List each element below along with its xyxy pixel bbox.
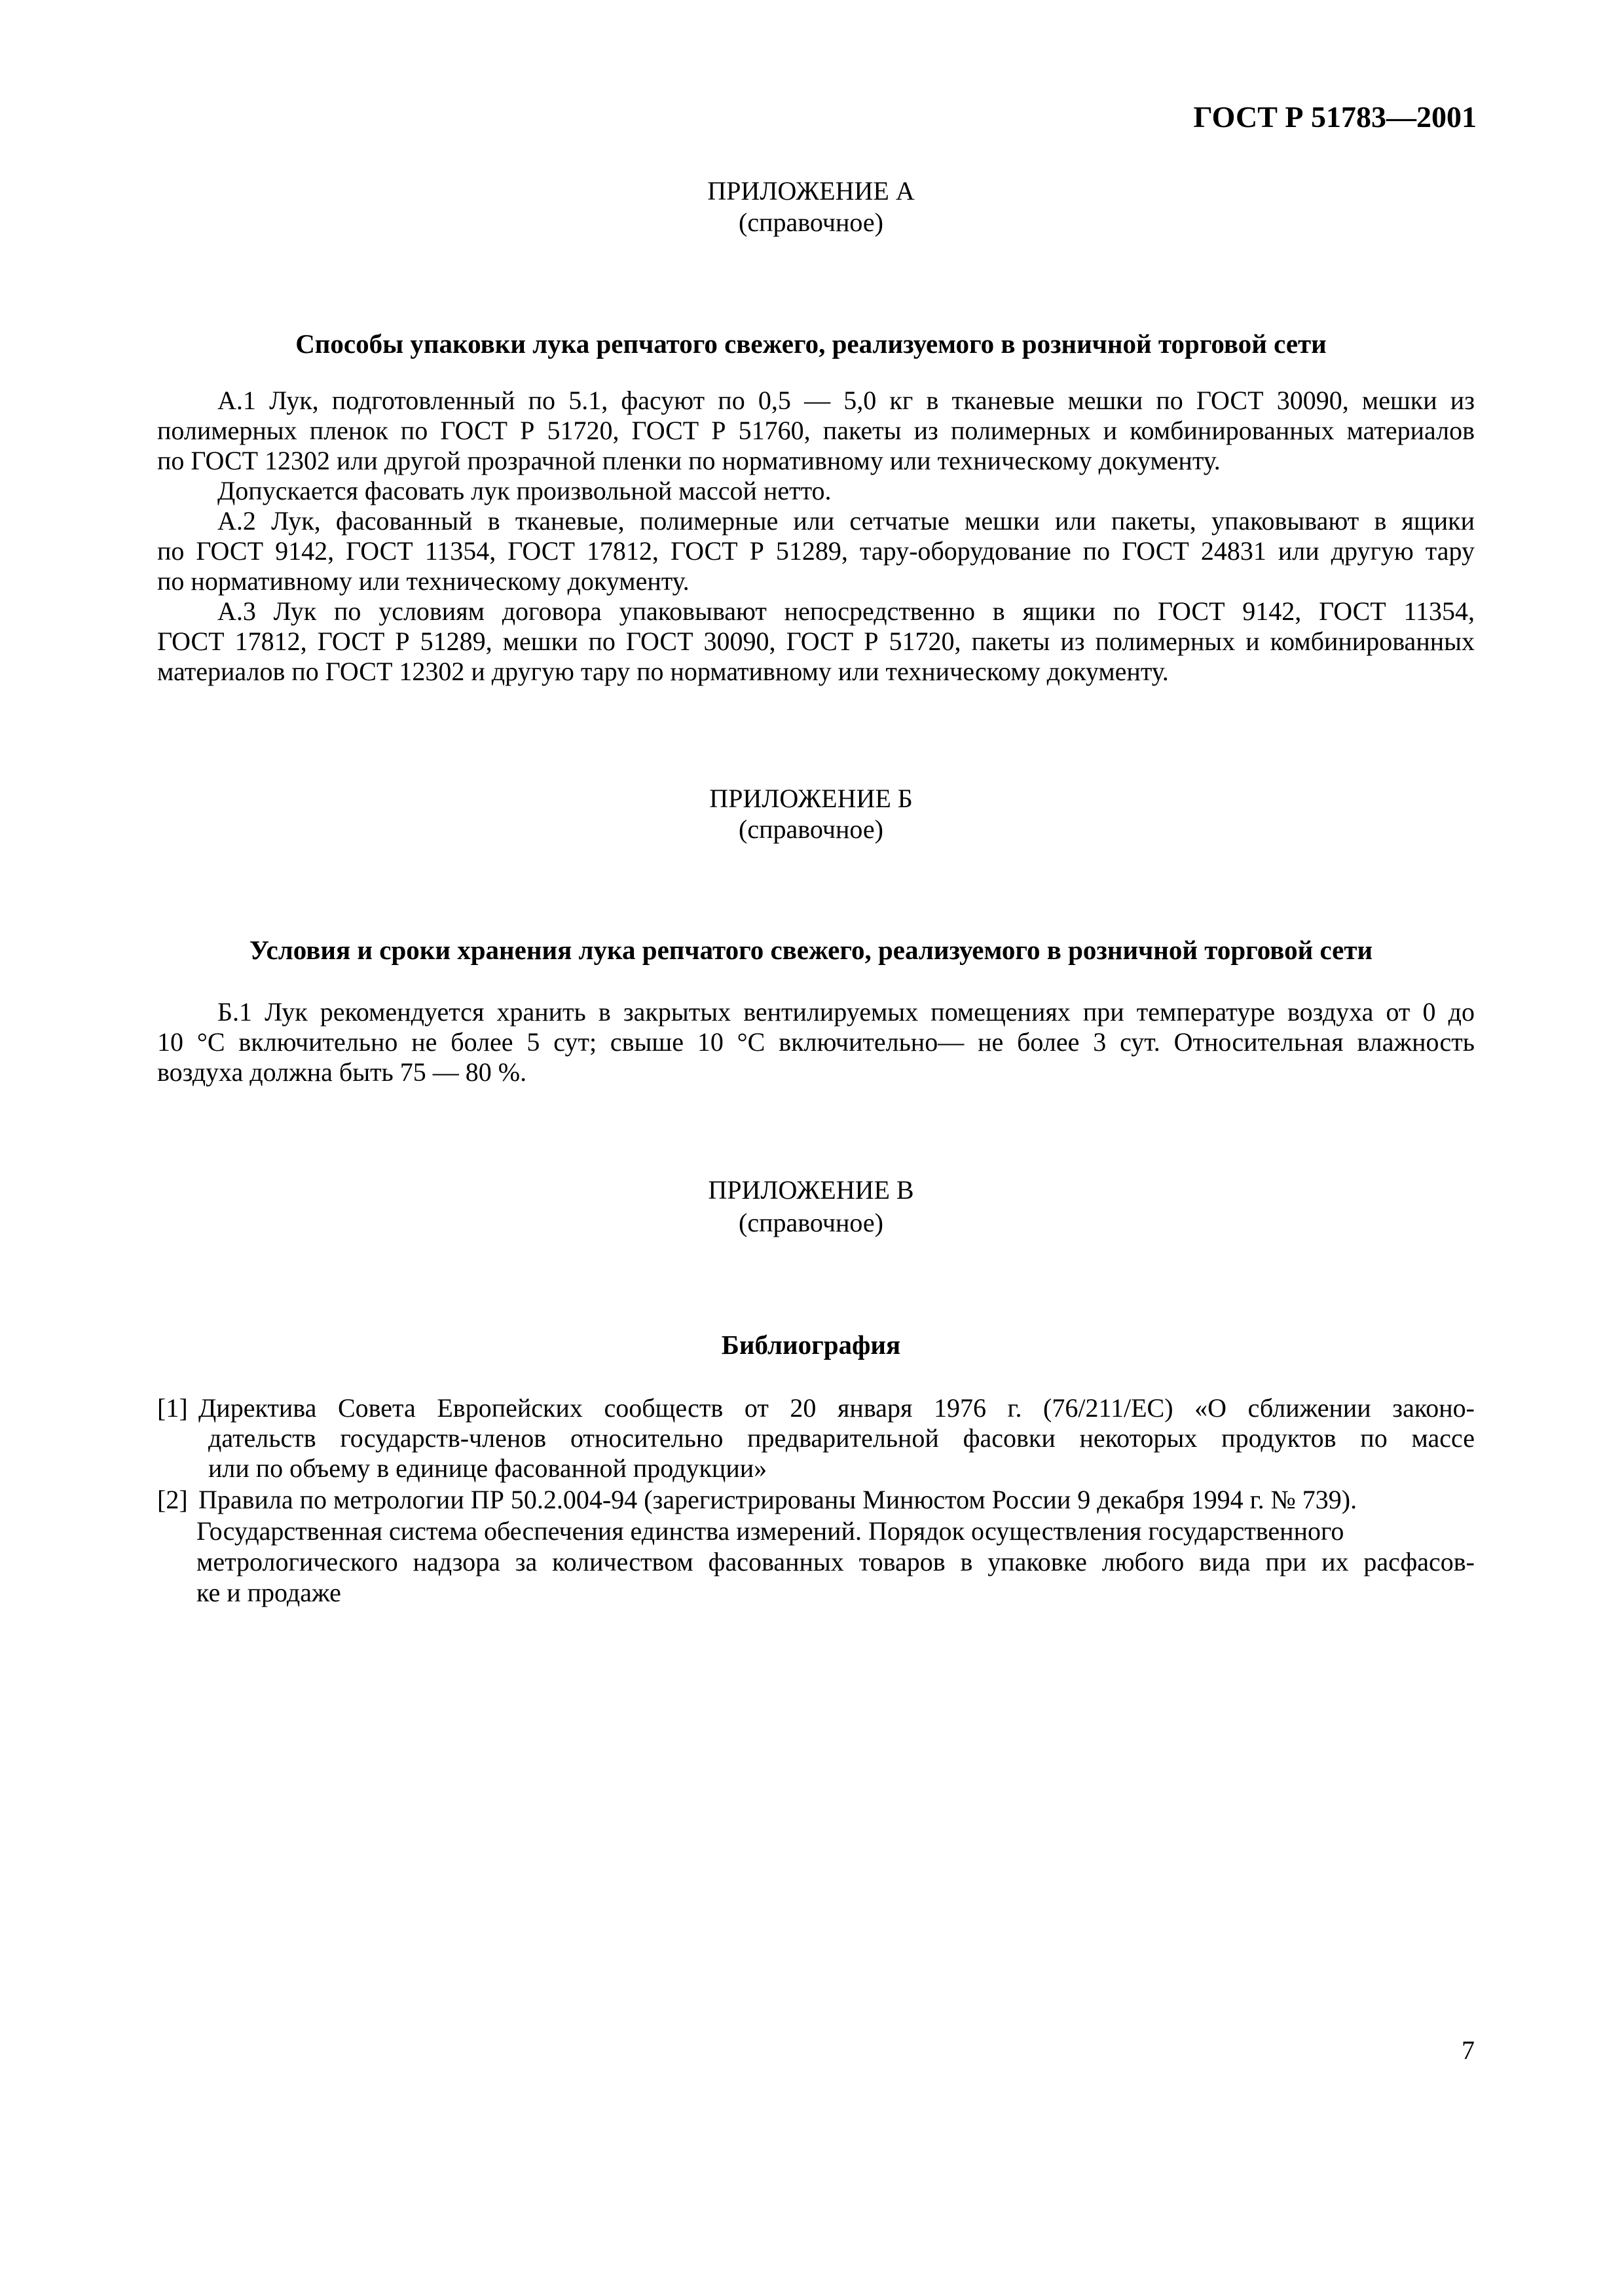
reference-line: Правила по метрологии ПР 50.2.004-94 (зарегистрированы Минюстом России 9 декабря 1994 г. № 739).	[198, 1485, 1357, 1514]
reference-line: или по объему в единице фасованной продукции»	[208, 1453, 767, 1483]
reference-line: метрологического надзора за количеством фасованных товаров в упаковке любого вида при их расфасов-	[196, 1547, 1475, 1576]
paragraph-line: материалов по ГОСТ 12302 и другую тару по нормативному или техническому документу.	[157, 657, 1169, 686]
appendix-b-label: ПРИЛОЖЕНИЕ Б	[709, 784, 913, 813]
paragraph-line: Допускается фасовать лук произвольной массой нетто.	[217, 476, 832, 505]
page-number: 7	[1462, 2035, 1475, 2065]
reference-line: ке и продаже	[196, 1578, 341, 1607]
paragraph-line: по нормативному или техническому документу.	[157, 566, 690, 596]
paragraph-line: А.3 Лук по условиям договора упаковывают непосредственно в ящики по ГОСТ 9142, ГОСТ 11354,	[217, 596, 1475, 626]
paragraph-line: Б.1 Лук рекомендуется хранить в закрытых вентилируемых помещениях при температуре воздуха от 0 до	[217, 997, 1475, 1027]
reference-number: [2]	[157, 1485, 188, 1514]
appendix-b-note: (справочное)	[739, 814, 883, 844]
paragraph-line: А.2 Лук, фасованный в тканевые, полимерные или сетчатые мешки или пакеты, упаковывают в ящики	[217, 506, 1475, 536]
reference-line: Государственная система обеспечения единства измерений. Порядок осуществления государственного	[196, 1516, 1344, 1546]
document-code: ГОСТ Р 51783—2001	[1193, 100, 1477, 134]
paragraph-line: ГОСТ 17812, ГОСТ Р 51289, мешки по ГОСТ 30090, ГОСТ Р 51720, пакеты из полимерных и комбинированных	[157, 627, 1475, 656]
paragraph-line: А.1 Лук, подготовленный по 5.1, фасуют по 0,5 — 5,0 кг в тканевые мешки по ГОСТ 30090, мешки из	[217, 386, 1475, 415]
appendix-a-note: (справочное)	[739, 208, 883, 237]
paragraph-line: 10 °С включительно не более 5 сут; свыше 10 °С включительно— не более 3 сут. Относительная влажность	[157, 1027, 1475, 1057]
paragraph-line: по ГОСТ 12302 или другой прозрачной пленки по нормативному или техническому документу.	[157, 446, 1221, 475]
paragraph-line: полимерных пленок по ГОСТ Р 51720, ГОСТ Р 51760, пакеты из полимерных и комбинированных материалов	[157, 416, 1475, 445]
appendix-b-title: Условия и сроки хранения лука репчатого свежего, реализуемого в розничной торговой сети	[249, 935, 1373, 965]
reference-line: дательств государств-членов относительно предварительной фасовки некоторых продуктов по массе	[208, 1423, 1475, 1453]
reference-number: [1]	[157, 1393, 188, 1423]
appendix-c-label: ПРИЛОЖЕНИЕ В	[708, 1175, 914, 1205]
bibliography-title: Библиография	[721, 1330, 901, 1360]
paragraph-line: воздуха должна быть 75 — 80 %.	[157, 1057, 527, 1087]
reference-line: Директива Совета Европейских сообществ от 20 января 1976 г. (76/211/ЕС) «О сближении законо-	[198, 1393, 1475, 1423]
appendix-a-label: ПРИЛОЖЕНИЕ А	[707, 176, 915, 206]
paragraph-line: по ГОСТ 9142, ГОСТ 11354, ГОСТ 17812, ГОСТ Р 51289, тару-оборудование по ГОСТ 24831 или другую тару	[157, 536, 1475, 566]
appendix-c-note: (справочное)	[739, 1208, 883, 1237]
appendix-a-title: Способы упаковки лука репчатого свежего, реализуемого в розничной торговой сети	[295, 329, 1327, 359]
